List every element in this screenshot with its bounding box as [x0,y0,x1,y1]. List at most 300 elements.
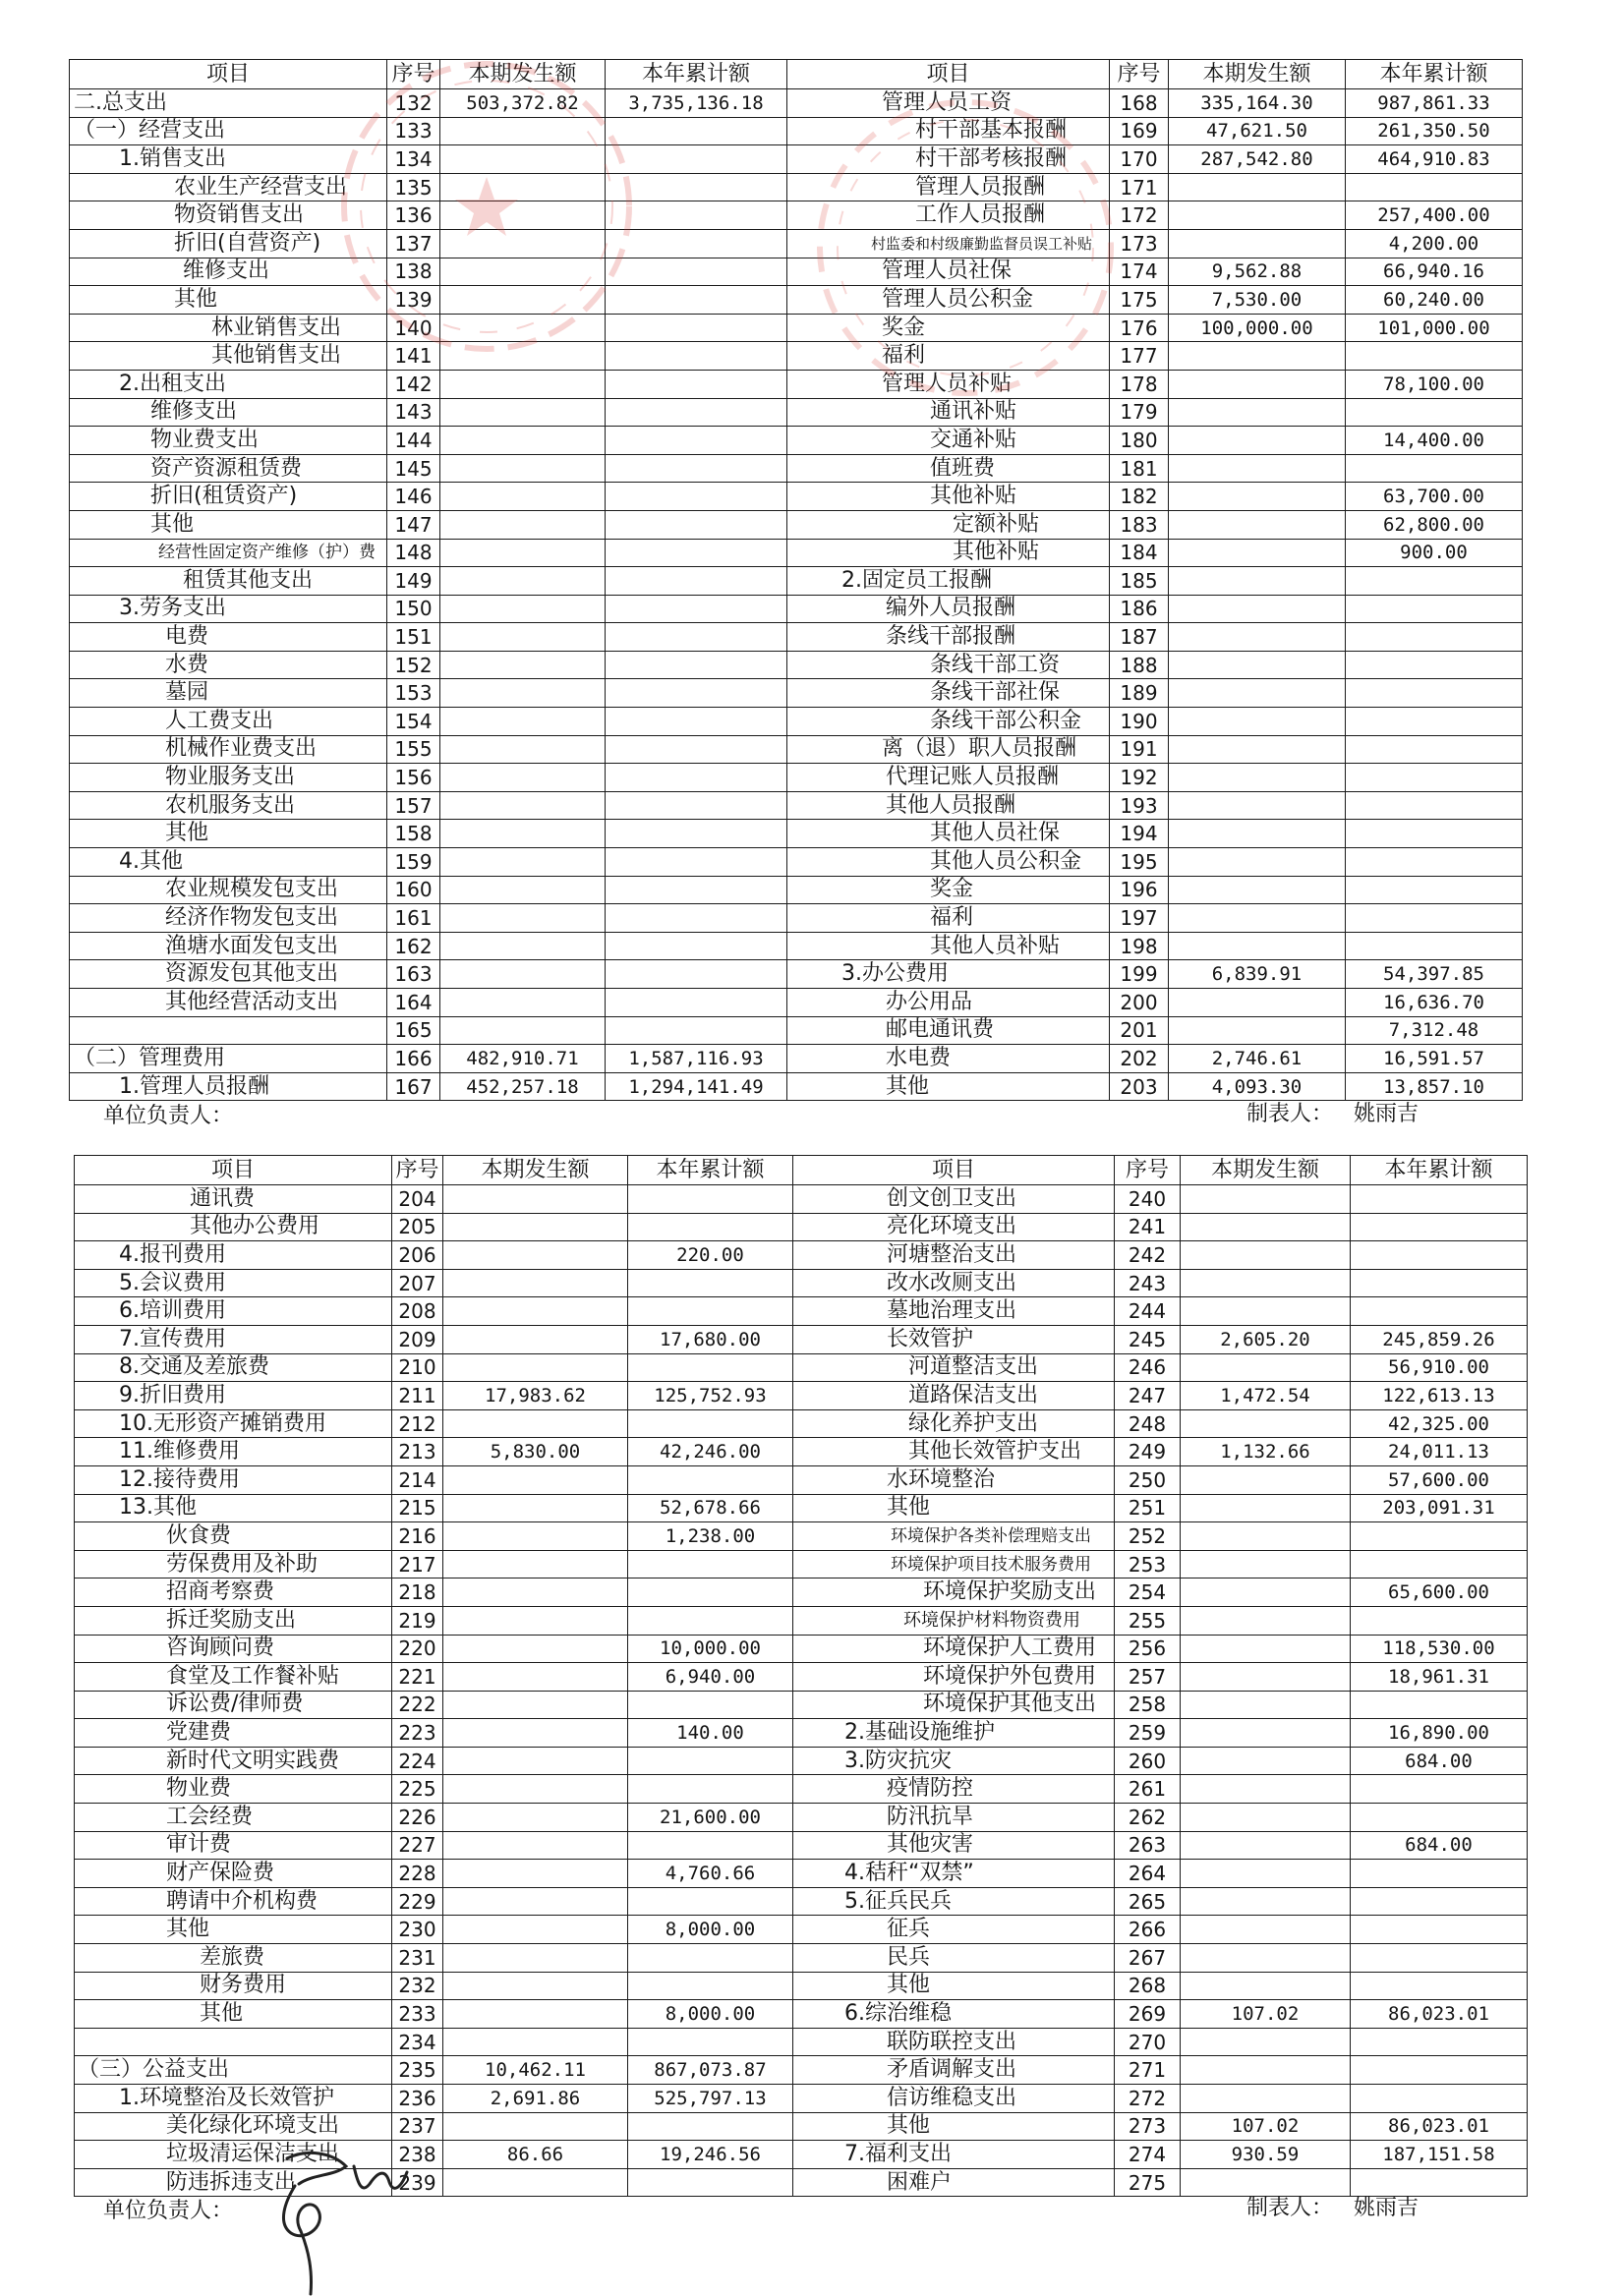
year-to-date-amount [1346,848,1523,877]
table-row [70,735,1523,764]
current-period-amount [1181,1269,1351,1297]
year-to-date-amount [1346,595,1523,623]
current-period-amount [443,2112,628,2141]
column-header-current-period: 本期发生额 [1181,1156,1351,1185]
item-label: 经营性固定资产维修（护）费 [70,539,387,567]
seq-number: 199 [1110,960,1169,989]
table-row [70,427,1523,455]
year-to-date-amount [606,848,787,877]
year-to-date-amount [628,1887,793,1916]
table-row [70,145,1523,174]
seq-number: 138 [387,258,440,286]
item-label: 11.维修费用 [75,1438,392,1466]
year-to-date-amount [606,539,787,567]
item-label: 其他 [787,1072,1110,1101]
item-label: 工会经费 [75,1804,392,1832]
column-header-item: 项目 [787,60,1110,89]
current-period-amount [1181,1353,1351,1382]
current-period-amount [440,286,606,315]
item-label: 4.报刊费用 [75,1241,392,1270]
header-row [75,1156,1528,1185]
item-label: 电费 [70,623,387,652]
item-label: 物业费支出 [70,427,387,455]
current-period-amount: 287,542.80 [1169,145,1346,174]
seq-number: 135 [387,173,440,201]
current-period-amount [1169,398,1346,427]
seq-number: 221 [392,1663,443,1692]
seq-number: 193 [1110,791,1169,820]
current-period-amount [1181,1831,1351,1860]
item-label: 管理人员补贴 [787,370,1110,398]
year-to-date-amount [606,342,787,371]
seq-number: 162 [387,932,440,960]
table-row [70,1072,1523,1101]
item-label: （一）经营支出 [70,117,387,145]
year-to-date-amount: 8,000.00 [628,1916,793,1944]
seq-number: 232 [392,1972,443,2000]
year-to-date-amount [606,258,787,286]
year-to-date-amount [628,1465,793,1494]
year-to-date-amount: 18,961.31 [1351,1663,1528,1692]
year-to-date-amount [606,117,787,145]
year-to-date-amount: 1,587,116.93 [606,1045,787,1073]
item-label: 5.征兵民兵 [793,1887,1115,1916]
item-label: 创文创卫支出 [793,1185,1115,1214]
column-header-current-period: 本期发生额 [1169,60,1346,89]
seq-number: 208 [392,1297,443,1326]
table-row [70,201,1523,230]
year-to-date-amount: 54,397.85 [1346,960,1523,989]
item-label: 农业生产经营支出 [70,173,387,201]
current-period-amount [1181,1663,1351,1692]
seq-number: 260 [1115,1747,1181,1775]
item-label: 改水改厕支出 [793,1269,1115,1297]
current-period-amount [440,117,606,145]
seq-number: 144 [387,427,440,455]
current-period-amount [443,1578,628,1607]
current-period-amount [1181,1804,1351,1832]
current-period-amount [1181,1213,1351,1241]
item-label: 福利 [787,342,1110,371]
seq-number: 210 [392,1353,443,1382]
table-row [70,314,1523,342]
year-to-date-amount [1351,1269,1528,1297]
current-period-amount [443,1325,628,1353]
seq-number: 249 [1115,1438,1181,1466]
current-period-amount [1169,201,1346,230]
item-label: 新时代文明实践费 [75,1747,392,1775]
seq-number: 262 [1115,1804,1181,1832]
year-to-date-amount: 464,910.83 [1346,145,1523,174]
seq-number: 160 [387,876,440,904]
item-label: 4.秸秆“双禁” [793,1860,1115,1888]
item-label: 通讯费 [75,1185,392,1214]
seq-number: 264 [1115,1860,1181,1888]
table-row [75,1438,1528,1466]
item-label: 河塘整治支出 [793,1241,1115,1270]
seq-number: 183 [1110,510,1169,539]
item-label: 矛盾调解支出 [793,2056,1115,2085]
item-label: 墓地治理支出 [793,1297,1115,1326]
current-period-amount [443,1494,628,1522]
year-to-date-amount [1351,1241,1528,1270]
item-label: 拆迁奖励支出 [75,1606,392,1635]
item-label: 联防联控支出 [793,2028,1115,2056]
item-label: 劳保费用及补助 [75,1550,392,1578]
table-row [75,2112,1528,2141]
expense-table-1 [69,59,1523,1101]
table-row [70,89,1523,118]
year-to-date-amount [628,1775,793,1804]
current-period-amount [443,1465,628,1494]
seq-number: 161 [387,904,440,933]
table-row [75,1353,1528,1382]
seq-number: 239 [392,2168,443,2197]
item-label: 村监委和村级廉勤监督员误工补贴 [787,229,1110,258]
year-to-date-amount [628,1747,793,1775]
year-to-date-amount [606,989,787,1017]
year-to-date-amount [628,1944,793,1973]
item-label: 资源发包其他支出 [70,960,387,989]
year-to-date-amount [1351,1972,1528,2000]
item-label: 其他 [70,286,387,315]
current-period-amount: 335,164.30 [1169,89,1346,118]
seq-number: 176 [1110,314,1169,342]
column-header-seq: 序号 [387,60,440,89]
column-header-item: 项目 [793,1156,1115,1185]
year-to-date-amount [628,1831,793,1860]
current-period-amount [1169,932,1346,960]
table-row [75,2168,1528,2197]
item-label: 其他 [75,1916,392,1944]
table-row [75,1241,1528,1270]
seq-number: 271 [1115,2056,1181,2085]
item-label: 村干部考核报酬 [787,145,1110,174]
item-label: 其他灾害 [793,1831,1115,1860]
seq-number: 248 [1115,1409,1181,1438]
table-row [70,595,1523,623]
seq-number: 253 [1115,1550,1181,1578]
table-row [75,2028,1528,2056]
item-label: 1.管理人员报酬 [70,1072,387,1101]
item-label: （二）管理费用 [70,1045,387,1073]
current-period-amount: 5,830.00 [443,1438,628,1466]
seq-number: 142 [387,370,440,398]
item-label: 条线干部公积金 [787,708,1110,736]
year-to-date-amount: 78,100.00 [1346,370,1523,398]
seq-number: 171 [1110,173,1169,201]
current-period-amount [1169,848,1346,877]
item-label: 奖金 [787,314,1110,342]
year-to-date-amount [1351,2085,1528,2113]
year-to-date-amount [1346,764,1523,792]
unit-head-label: 单位负责人： [103,2199,234,2223]
current-period-amount [1169,989,1346,1017]
seq-number: 196 [1110,876,1169,904]
item-label: 疫情防控 [793,1775,1115,1804]
current-period-amount [443,2028,628,2056]
year-to-date-amount [606,708,787,736]
current-period-amount [1169,173,1346,201]
year-to-date-amount: 140.00 [628,1719,793,1748]
current-period-amount [1169,229,1346,258]
item-label: 其他 [75,2000,392,2029]
table-row [70,820,1523,848]
current-period-amount [440,539,606,567]
column-header-item: 项目 [70,60,387,89]
item-label: 聘请中介机构费 [75,1887,392,1916]
item-label: 环境保护项目技术服务费用 [793,1550,1115,1578]
item-label: 折旧(租赁资产) [70,483,387,511]
current-period-amount [440,960,606,989]
year-to-date-amount [606,679,787,708]
table-row [70,342,1523,371]
year-to-date-amount [1351,1804,1528,1832]
table-row [70,483,1523,511]
current-period-amount [440,342,606,371]
item-label: 办公用品 [787,989,1110,1017]
current-period-amount [440,764,606,792]
year-to-date-amount [606,483,787,511]
year-to-date-amount [1351,2056,1528,2085]
item-label: 邮电通讯费 [787,1016,1110,1045]
current-period-amount [440,791,606,820]
seq-number: 222 [392,1691,443,1719]
seq-number: 205 [392,1213,443,1241]
current-period-amount: 6,839.91 [1169,960,1346,989]
seq-number: 226 [392,1804,443,1832]
seq-number: 173 [1110,229,1169,258]
seq-number: 133 [387,117,440,145]
seq-number: 192 [1110,764,1169,792]
current-period-amount [1181,1409,1351,1438]
item-label: 招商考察费 [75,1578,392,1607]
current-period-amount [1181,1522,1351,1551]
item-label: 维修支出 [70,398,387,427]
year-to-date-amount: 17,680.00 [628,1325,793,1353]
table-row [75,1747,1528,1775]
year-to-date-amount [606,904,787,933]
table-row [75,1972,1528,2000]
year-to-date-amount [628,1606,793,1635]
seq-number: 247 [1115,1382,1181,1410]
current-period-amount [443,1635,628,1663]
item-label: 管理人员工资 [787,89,1110,118]
seq-number: 163 [387,960,440,989]
table-row [75,1719,1528,1748]
current-period-amount: 10,462.11 [443,2056,628,2085]
table-body [75,1185,1528,2197]
current-period-amount [1169,623,1346,652]
item-label [70,1016,387,1045]
item-label: 管理人员社保 [787,258,1110,286]
current-period-amount [1181,1775,1351,1804]
item-label: 3.防灾抗灾 [793,1747,1115,1775]
current-period-amount [1181,1606,1351,1635]
year-to-date-amount [1351,1297,1528,1326]
seq-number: 257 [1115,1663,1181,1692]
seq-number: 263 [1115,1831,1181,1860]
header-row [70,60,1523,89]
seq-number: 159 [387,848,440,877]
year-to-date-amount [606,398,787,427]
seq-number: 212 [392,1409,443,1438]
table-row [70,286,1523,315]
year-to-date-amount: 101,000.00 [1346,314,1523,342]
current-period-amount [1169,567,1346,596]
table-header [70,60,1523,89]
year-to-date-amount: 63,700.00 [1346,483,1523,511]
current-period-amount [1169,876,1346,904]
item-label: 9.折旧费用 [75,1382,392,1410]
item-label: 通讯补贴 [787,398,1110,427]
current-period-amount [1169,454,1346,483]
item-label: 墓园 [70,679,387,708]
year-to-date-amount [1346,342,1523,371]
seq-number: 215 [392,1494,443,1522]
year-to-date-amount [1351,1522,1528,1551]
table-row [75,1944,1528,1973]
table-row [70,1045,1523,1073]
current-period-amount [443,1804,628,1832]
seq-number: 186 [1110,595,1169,623]
year-to-date-amount: 62,800.00 [1346,510,1523,539]
current-period-amount [1169,791,1346,820]
seq-number: 256 [1115,1635,1181,1663]
table-row [70,791,1523,820]
table-row [70,370,1523,398]
year-to-date-amount [606,567,787,596]
year-to-date-amount [606,370,787,398]
year-to-date-amount: 66,940.16 [1346,258,1523,286]
item-label: 农业规模发包支出 [70,876,387,904]
current-period-amount [443,1972,628,2000]
current-period-amount: 107.02 [1181,2000,1351,2029]
current-period-amount: 17,983.62 [443,1382,628,1410]
seq-number: 243 [1115,1269,1181,1297]
seq-number: 211 [392,1382,443,1410]
current-period-amount [440,427,606,455]
item-label: 物业费 [75,1775,392,1804]
seq-number: 197 [1110,904,1169,933]
item-label: 物资销售支出 [70,201,387,230]
current-period-amount: 100,000.00 [1169,314,1346,342]
seq-number: 139 [387,286,440,315]
item-label: 12.接待费用 [75,1465,392,1494]
current-period-amount: 2,605.20 [1181,1325,1351,1353]
table-row [75,1522,1528,1551]
seq-number: 213 [392,1438,443,1466]
year-to-date-amount: 684.00 [1351,1831,1528,1860]
item-label [75,2028,392,2056]
current-period-amount: 503,372.82 [440,89,606,118]
item-label: 值班费 [787,454,1110,483]
item-label: 3.办公费用 [787,960,1110,989]
current-period-amount [1181,2168,1351,2197]
item-label: 6.培训费用 [75,1297,392,1326]
seq-number: 174 [1110,258,1169,286]
item-label: 诉讼费/律师费 [75,1691,392,1719]
table-row [75,1635,1528,1663]
year-to-date-amount [606,595,787,623]
seq-number: 166 [387,1045,440,1073]
year-to-date-amount [1346,679,1523,708]
table-row [70,708,1523,736]
seq-number: 136 [387,201,440,230]
seq-number: 275 [1115,2168,1181,2197]
table-row [70,623,1523,652]
current-period-amount [1169,510,1346,539]
item-label: 其他人员报酬 [787,791,1110,820]
current-period-amount [440,454,606,483]
item-label: 折旧(自营资产) [70,229,387,258]
seq-number: 185 [1110,567,1169,596]
table-row [75,1213,1528,1241]
seq-number: 157 [387,791,440,820]
item-label: 其他人员补贴 [787,932,1110,960]
year-to-date-amount [1351,2028,1528,2056]
seq-number: 140 [387,314,440,342]
year-to-date-amount [606,201,787,230]
item-label: 条线干部社保 [787,679,1110,708]
item-label: 7.宣传费用 [75,1325,392,1353]
year-to-date-amount [628,1185,793,1214]
year-to-date-amount: 8,000.00 [628,2000,793,2029]
table-row [70,764,1523,792]
seq-number: 270 [1115,2028,1181,2056]
table-row [70,679,1523,708]
year-to-date-amount [606,932,787,960]
year-to-date-amount: 14,400.00 [1346,427,1523,455]
current-period-amount [443,1747,628,1775]
seq-number: 206 [392,1241,443,1270]
year-to-date-amount [1351,1550,1528,1578]
current-period-amount [1181,1185,1351,1214]
current-period-amount [443,2168,628,2197]
current-period-amount [1169,708,1346,736]
item-label: 经济作物发包支出 [70,904,387,933]
seq-number: 209 [392,1325,443,1353]
year-to-date-amount [628,2112,793,2141]
item-label: 资产资源租赁费 [70,454,387,483]
table-row [75,1887,1528,1916]
year-to-date-amount [1346,454,1523,483]
item-label: 其他 [70,820,387,848]
current-period-amount [440,989,606,1017]
current-period-amount: 1,472.54 [1181,1382,1351,1410]
table-header [75,1156,1528,1185]
item-label: 征兵 [793,1916,1115,1944]
table-row [70,932,1523,960]
year-to-date-amount [1351,1691,1528,1719]
seq-number: 237 [392,2112,443,2141]
seq-number: 266 [1115,1916,1181,1944]
current-period-amount: 452,257.18 [440,1072,606,1101]
item-label: 5.会议费用 [75,1269,392,1297]
seq-number: 214 [392,1465,443,1494]
item-label: 2.固定员工报酬 [787,567,1110,596]
seq-number: 195 [1110,848,1169,877]
seq-number: 227 [392,1831,443,1860]
year-to-date-amount [1346,651,1523,679]
year-to-date-amount: 684.00 [1351,1747,1528,1775]
year-to-date-amount: 867,073.87 [628,2056,793,2085]
current-period-amount [440,229,606,258]
year-to-date-amount [1346,932,1523,960]
current-period-amount [440,201,606,230]
column-header-seq: 序号 [392,1156,443,1185]
table-row [70,848,1523,877]
